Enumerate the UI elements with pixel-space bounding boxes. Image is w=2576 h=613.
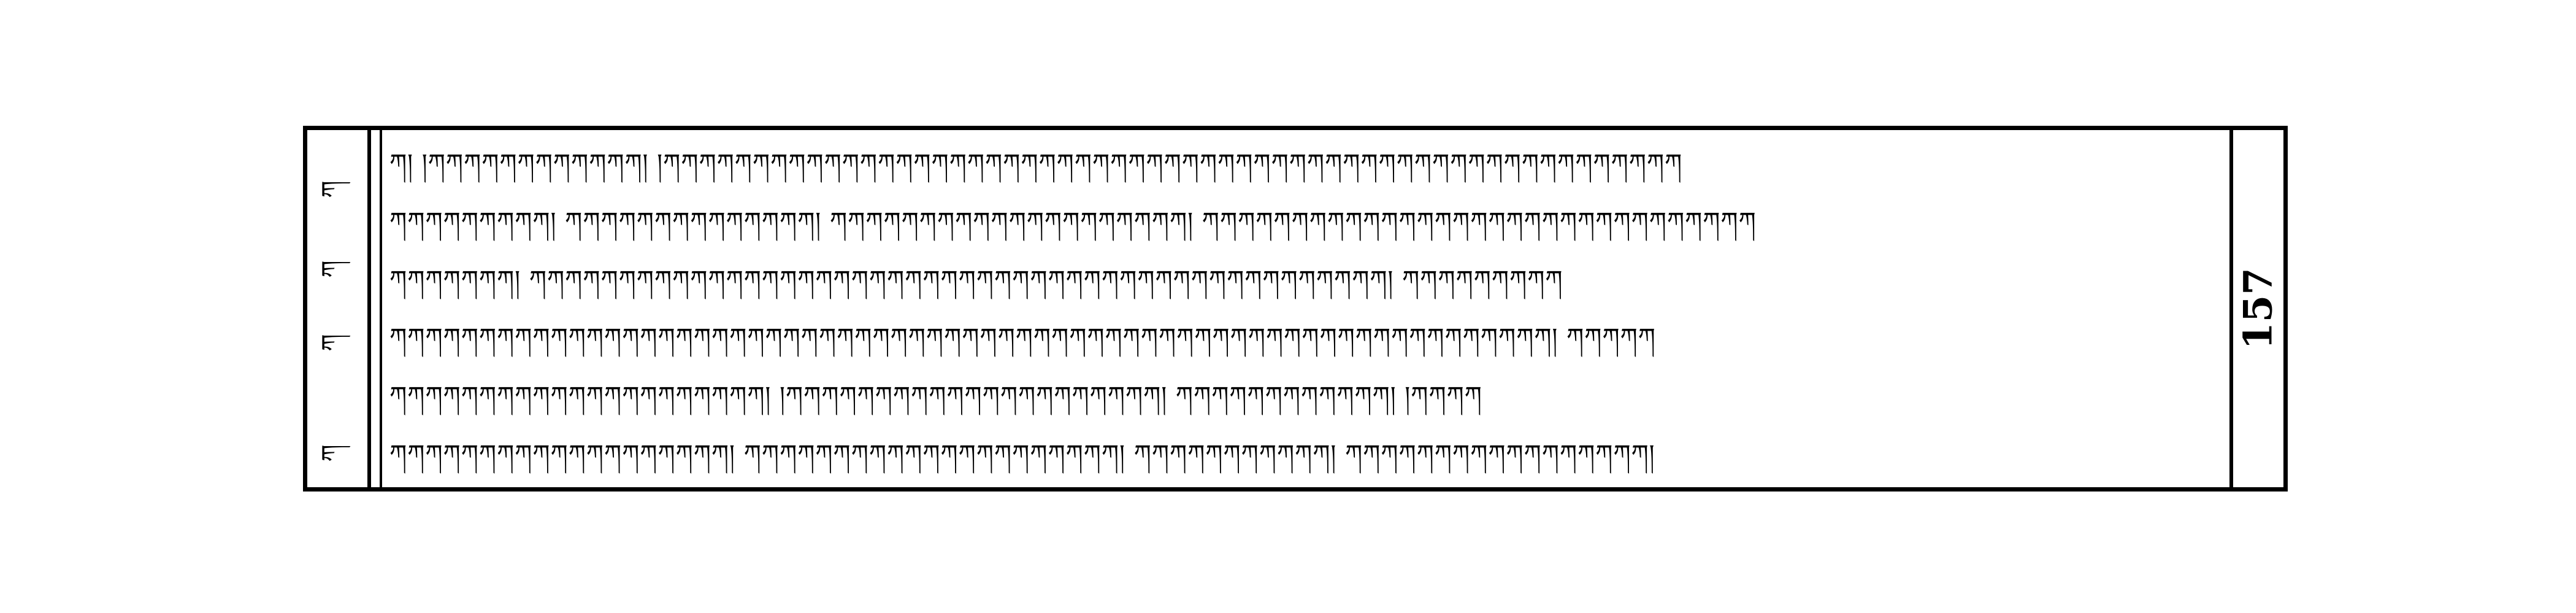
margin-label: ཀ [316,260,345,278]
right-margin [2229,130,2283,487]
folio-frame [303,126,2288,492]
text-line-1: ཀ། །ཀཀཀཀཀཀཀཀཀཀཀཀ། །ཀཀཀཀཀཀཀཀཀཀཀཀཀཀཀཀཀཀཀཀཀཀཀཀཀཀཀཀཀཀཀཀཀཀཀཀཀཀཀཀཀཀཀཀཀཀཀཀཀཀཀཀཀཀཀཀཀ [389,149,1683,177]
margin-label: ཀ [316,180,345,198]
text-line-6: ཀཀཀཀཀཀཀཀཀཀཀཀཀཀཀཀཀཀཀ། ཀཀཀཀཀཀཀཀཀཀཀཀཀཀཀཀཀཀཀཀཀ། ཀཀཀཀཀཀཀཀཀཀཀ། ཀཀཀཀཀཀཀཀཀཀཀཀཀཀཀཀཀ། [389,439,1655,468]
margin-label: ཀ [316,444,345,462]
page-number: 157 [2235,268,2282,350]
margin-label: ཀ [316,334,345,352]
text-line-5: ཀཀཀཀཀཀཀཀཀཀཀཀཀཀཀཀཀཀཀཀཀ། །ཀཀཀཀཀཀཀཀཀཀཀཀཀཀཀཀཀཀཀཀཀ། ཀཀཀཀཀཀཀཀཀཀཀཀ། །ཀཀཀཀ [389,382,1482,411]
text-line-3: ཀཀཀཀཀཀཀ། ཀཀཀཀཀཀཀཀཀཀཀཀཀཀཀཀཀཀཀཀཀཀཀཀཀཀཀཀཀཀཀཀཀཀཀཀཀཀཀཀཀཀཀཀཀཀཀཀ། ཀཀཀཀཀཀཀཀཀ [389,265,1563,294]
inner-margin-rule [371,130,382,487]
text-block [389,139,2223,479]
left-margin [307,130,371,487]
text-line-2: ཀཀཀཀཀཀཀཀཀ། ཀཀཀཀཀཀཀཀཀཀཀཀཀཀ། ཀཀཀཀཀཀཀཀཀཀཀཀཀཀཀཀཀཀཀཀ། ཀཀཀཀཀཀཀཀཀཀཀཀཀཀཀཀཀཀཀཀཀཀཀཀཀཀཀཀཀཀཀ [389,207,1757,236]
text-line-4: ཀཀཀཀཀཀཀཀཀཀཀཀཀཀཀཀཀཀཀཀཀཀཀཀཀཀཀཀཀཀཀཀཀཀཀཀཀཀཀཀཀཀཀཀཀཀཀཀཀཀཀཀཀཀཀཀཀཀཀཀཀཀཀཀཀ། ཀཀཀཀཀ [389,323,1656,352]
